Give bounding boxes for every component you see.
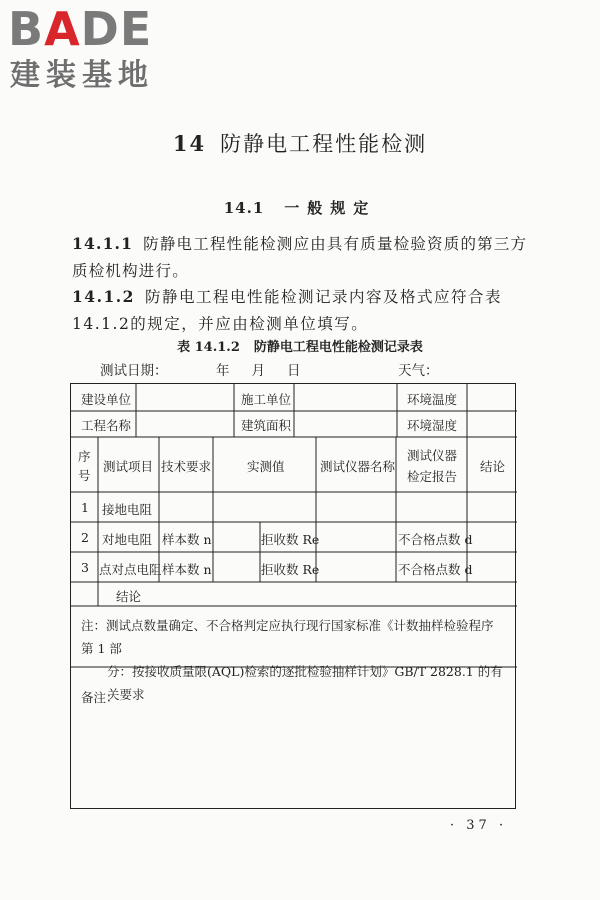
header-instrument-name: 测试仪器名称 xyxy=(320,459,396,474)
row-1-seq: 1 xyxy=(81,500,89,515)
note-line-1: 注：测试点数量确定、不合格判定应执行现行国家标准《计数抽样检验程序 第 1 部 xyxy=(81,618,507,656)
clause-number: 14.1.2 xyxy=(72,287,135,306)
year-label: 年 xyxy=(216,363,230,379)
row-3-sample-size: 样本数 n xyxy=(162,562,212,577)
row-2-fail-points: 不合格点数 d xyxy=(398,532,473,547)
row-3-item: 点对点电阻 xyxy=(99,562,162,577)
inspection-record-form xyxy=(70,383,516,809)
row-2-item: 对地电阻 xyxy=(102,532,153,547)
month-label: 月 xyxy=(251,363,265,379)
header-instrument-cert-line1: 测试仪器 xyxy=(407,448,458,463)
row-3-seq: 3 xyxy=(81,560,89,575)
table-caption xyxy=(0,336,600,355)
clause-14-1-2 xyxy=(72,283,528,338)
clause-number: 14.1.1 xyxy=(72,234,134,253)
env-temp-label: 环境温度 xyxy=(407,392,458,407)
section-title: 一般规定 xyxy=(284,199,377,217)
logo-letter-a: A xyxy=(44,2,81,56)
remarks-label: 备注： xyxy=(81,690,119,705)
clause-text: 防静电工程性能检测应由具有质量检验资质的第三方质检机构进行。 xyxy=(72,235,528,280)
row-2-reject-number: 拒收数 Re xyxy=(261,532,320,547)
form-note xyxy=(81,614,511,706)
section-heading xyxy=(0,197,600,218)
logo-chinese-name: 建装基地 xyxy=(10,58,154,93)
weather-label: 天气： xyxy=(398,363,439,379)
chapter-number: 14 xyxy=(172,131,207,156)
test-date-label: 测试日期： xyxy=(100,363,168,379)
row-3-reject-number: 拒收数 Re xyxy=(261,562,320,577)
row-2-sample-size: 样本数 n xyxy=(162,532,212,547)
builder-unit-label: 施工单位 xyxy=(241,392,292,407)
header-tech-requirement: 技术要求 xyxy=(161,459,212,474)
date-fields xyxy=(216,359,323,379)
header-seq-line2: 号 xyxy=(78,468,91,483)
logo xyxy=(8,2,178,96)
note-line-2: 分：按接收质量限(AQL)检索的逐批检验抽样计划》GB/T 2828.1 的有关要求 xyxy=(107,664,503,702)
logo-letter-b: B xyxy=(8,2,45,56)
table-title: 防静电工程电性能检测记录表 xyxy=(253,340,423,355)
row-2-seq: 2 xyxy=(81,530,89,545)
day-label: 日 xyxy=(287,363,301,379)
page-number: · 37 · xyxy=(450,818,508,833)
clause-text: 防静电工程电性能检测记录内容及格式应符合表14.1.2的规定，并应由检测单位填写。 xyxy=(72,288,502,333)
section-number: 14.1 xyxy=(223,199,265,217)
floor-area-label: 建筑面积 xyxy=(241,418,292,433)
chapter-title: 防静电工程性能检测 xyxy=(220,132,428,156)
project-name-label: 工程名称 xyxy=(81,418,132,433)
conclusion-row-label: 结论 xyxy=(116,589,142,604)
header-seq-line1: 序 xyxy=(78,449,91,464)
construction-unit-label: 建设单位 xyxy=(81,392,132,407)
header-instrument-cert-line2: 检定报告 xyxy=(407,469,458,484)
table-number: 表 14.1.2 xyxy=(177,340,240,355)
logo-letters-de: DE xyxy=(80,2,153,56)
header-conclusion: 结论 xyxy=(480,459,506,474)
clause-14-1-1 xyxy=(72,230,528,285)
row-3-fail-points: 不合格点数 d xyxy=(398,562,473,577)
env-humidity-label: 环境湿度 xyxy=(407,418,458,433)
row-1-item: 接地电阻 xyxy=(102,502,153,517)
chapter-heading xyxy=(0,128,600,158)
header-test-item: 测试项目 xyxy=(103,459,154,474)
header-measured-value: 实测值 xyxy=(247,459,285,474)
logo-wordmark xyxy=(8,2,153,56)
